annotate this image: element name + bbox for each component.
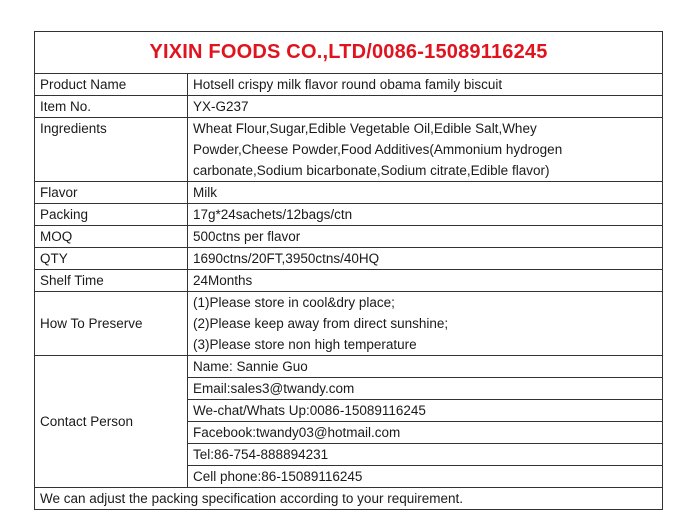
table-row xyxy=(35,248,663,270)
table-row xyxy=(35,96,663,118)
contact-wechat: We-chat/Whats Up:0086-15089116245 xyxy=(188,400,663,422)
table-row xyxy=(35,74,663,96)
row-value-product-name: Hotsell crispy milk flavor round obama family biscuit xyxy=(188,74,663,96)
title-row xyxy=(35,32,663,74)
contact-cell-phone: Cell phone:86-15089116245 xyxy=(188,466,663,488)
row-label-ingredients: Ingredients xyxy=(35,118,188,182)
table-row xyxy=(35,204,663,226)
ingredients-line: carbonate,Sodium bicarbonate,Sodium citrate,Edible flavor) xyxy=(193,163,550,178)
row-value-how-to-preserve xyxy=(188,292,663,356)
preserve-line: (2)Please keep away from direct sunshine; xyxy=(193,316,449,331)
row-value-moq: 500ctns per flavor xyxy=(188,226,663,248)
row-value-ingredients xyxy=(188,118,663,182)
footer-row xyxy=(35,488,663,510)
row-value-item-no: YX-G237 xyxy=(188,96,663,118)
contact-row xyxy=(35,356,663,378)
contact-name: Name: Sannie Guo xyxy=(188,356,663,378)
row-label-moq: MOQ xyxy=(35,226,188,248)
row-value-flavor: Milk xyxy=(188,182,663,204)
ingredients-line: Powder,Cheese Powder,Food Additives(Ammonium hydrogen xyxy=(193,142,563,157)
preserve-line: (1)Please store in cool&dry place; xyxy=(193,295,395,310)
row-label-qty: QTY xyxy=(35,248,188,270)
preserve-line: (3)Please store non high temperature xyxy=(193,337,417,352)
row-label-flavor: Flavor xyxy=(35,182,188,204)
row-value-qty: 1690ctns/20FT,3950ctns/40HQ xyxy=(188,248,663,270)
table-row xyxy=(35,292,663,356)
row-label-item-no: Item No. xyxy=(35,96,188,118)
table-row xyxy=(35,270,663,292)
spec-table xyxy=(34,31,663,510)
row-label-product-name: Product Name xyxy=(35,74,188,96)
contact-email: Email:sales3@twandy.com xyxy=(188,378,663,400)
row-label-how-to-preserve: How To Preserve xyxy=(35,292,188,356)
row-label-shelf-time: Shelf Time xyxy=(35,270,188,292)
table-row xyxy=(35,226,663,248)
row-value-shelf-time: 24Months xyxy=(188,270,663,292)
table-row xyxy=(35,182,663,204)
footer-note: We can adjust the packing specification according to your requirement. xyxy=(35,488,663,510)
contact-person-label: Contact Person xyxy=(35,356,188,488)
ingredients-line: Wheat Flour,Sugar,Edible Vegetable Oil,Edible Salt,Whey xyxy=(193,121,537,136)
row-value-packing: 17g*24sachets/12bags/ctn xyxy=(188,204,663,226)
contact-tel: Tel:86-754-888894231 xyxy=(188,444,663,466)
row-label-packing: Packing xyxy=(35,204,188,226)
contact-facebook: Facebook:twandy03@hotmail.com xyxy=(188,422,663,444)
company-title: YIXIN FOODS CO.,LTD/0086-15089116245 xyxy=(35,32,663,74)
table-row xyxy=(35,118,663,182)
